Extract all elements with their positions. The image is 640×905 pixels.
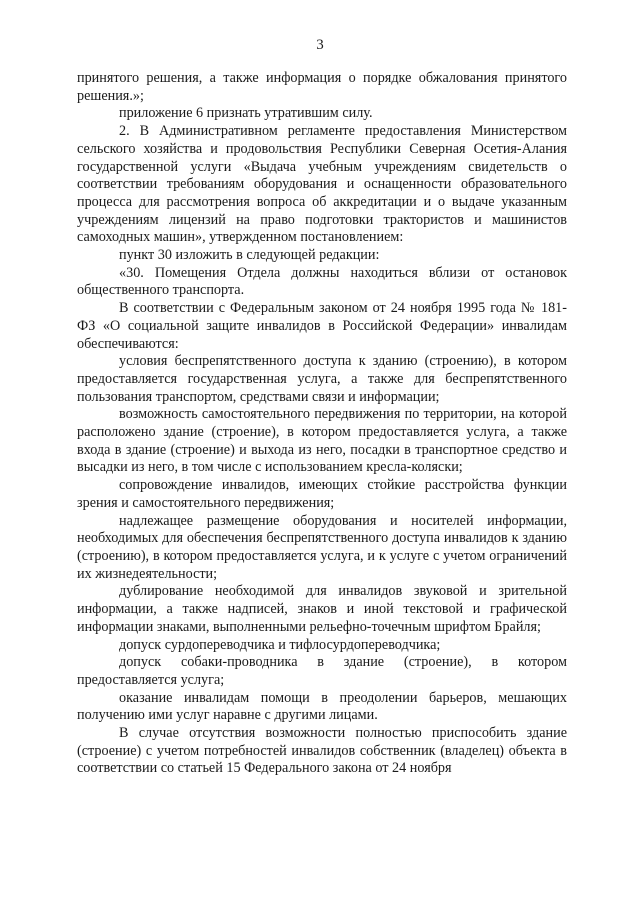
paragraph: В соответствии с Федеральным законом от 24 ноября 1995 года № 181-ФЗ «О социальной защите инвалидов в Российской Федерации» инвалидам обеспечиваются: [77,300,567,352]
paragraph: допуск собаки-проводника в здание (строение), в котором предоставляется услуга; [77,654,567,688]
paragraph: принятого решения, а также информация о порядке обжалования принятого решения.»; [77,70,567,104]
paragraph: условия беспрепятственного доступа к зданию (строению), в котором предоставляется государственная услуга, а также для беспрепятственного пользования транспортом, средствами связи и информации; [77,353,567,405]
paragraph: возможность самостоятельного передвижения по территории, на которой расположено здание (строение), в котором предоставляется услуга, а также входа в здание (строение) и выхода из него, посадки в транспортное средство и высадки из него, в том числе с использованием кресла-коляски; [77,406,567,476]
paragraph: В случае отсутствия возможности полностью приспособить здание (строение) с учетом потребностей инвалидов собственник (владелец) объекта в соответствии со статьей 15 Федерального закона от 24 ноября [77,725,567,777]
paragraph: 2. В Административном регламенте предоставления Министерством сельского хозяйства и продовольствия Республики Северная Осетия-Алания государственной услуги «Выдача учебным учреждениям свидетельств о соответствии требованиям оборудования и оснащенности образовательного процесса для рассмотрения вопроса об аккредитации и о выдаче указанным учреждениям лицензий на право подготовки трактористов и машинистов самоходных машин», утвержденном постановлением: [77,123,567,246]
page-number: 3 [316,37,324,53]
paragraph: сопровождение инвалидов, имеющих стойкие расстройства функции зрения и самостоятельного передвижения; [77,477,567,511]
paragraph: «30. Помещения Отдела должны находиться вблизи от остановок общественного транспорта. [77,264,567,299]
paragraph: приложение 6 признать утратившим силу. [119,105,373,122]
paragraph: допуск сурдопереводчика и тифлосурдопереводчика; [119,636,441,653]
paragraph: надлежащее размещение оборудования и носителей информации, необходимых для обеспечения беспрепятственного доступа инвалидов к зданию (строению), в котором предоставляется услуга, и к услуге с учетом ограничений их жизнедеятельности; [77,512,567,582]
document-body [77,70,567,778]
paragraph: оказание инвалидам помощи в преодолении барьеров, мешающих получению ими услуг наравне с другими лицами. [77,689,567,724]
paragraph: дублирование необходимой для инвалидов звуковой и зрительной информации, а также надписей, знаков и иной текстовой и графической информации знаками, выполненными рельефно-точечным шрифтом Брайля; [77,583,567,635]
paragraph: пункт 30 изложить в следующей редакции: [119,247,380,264]
